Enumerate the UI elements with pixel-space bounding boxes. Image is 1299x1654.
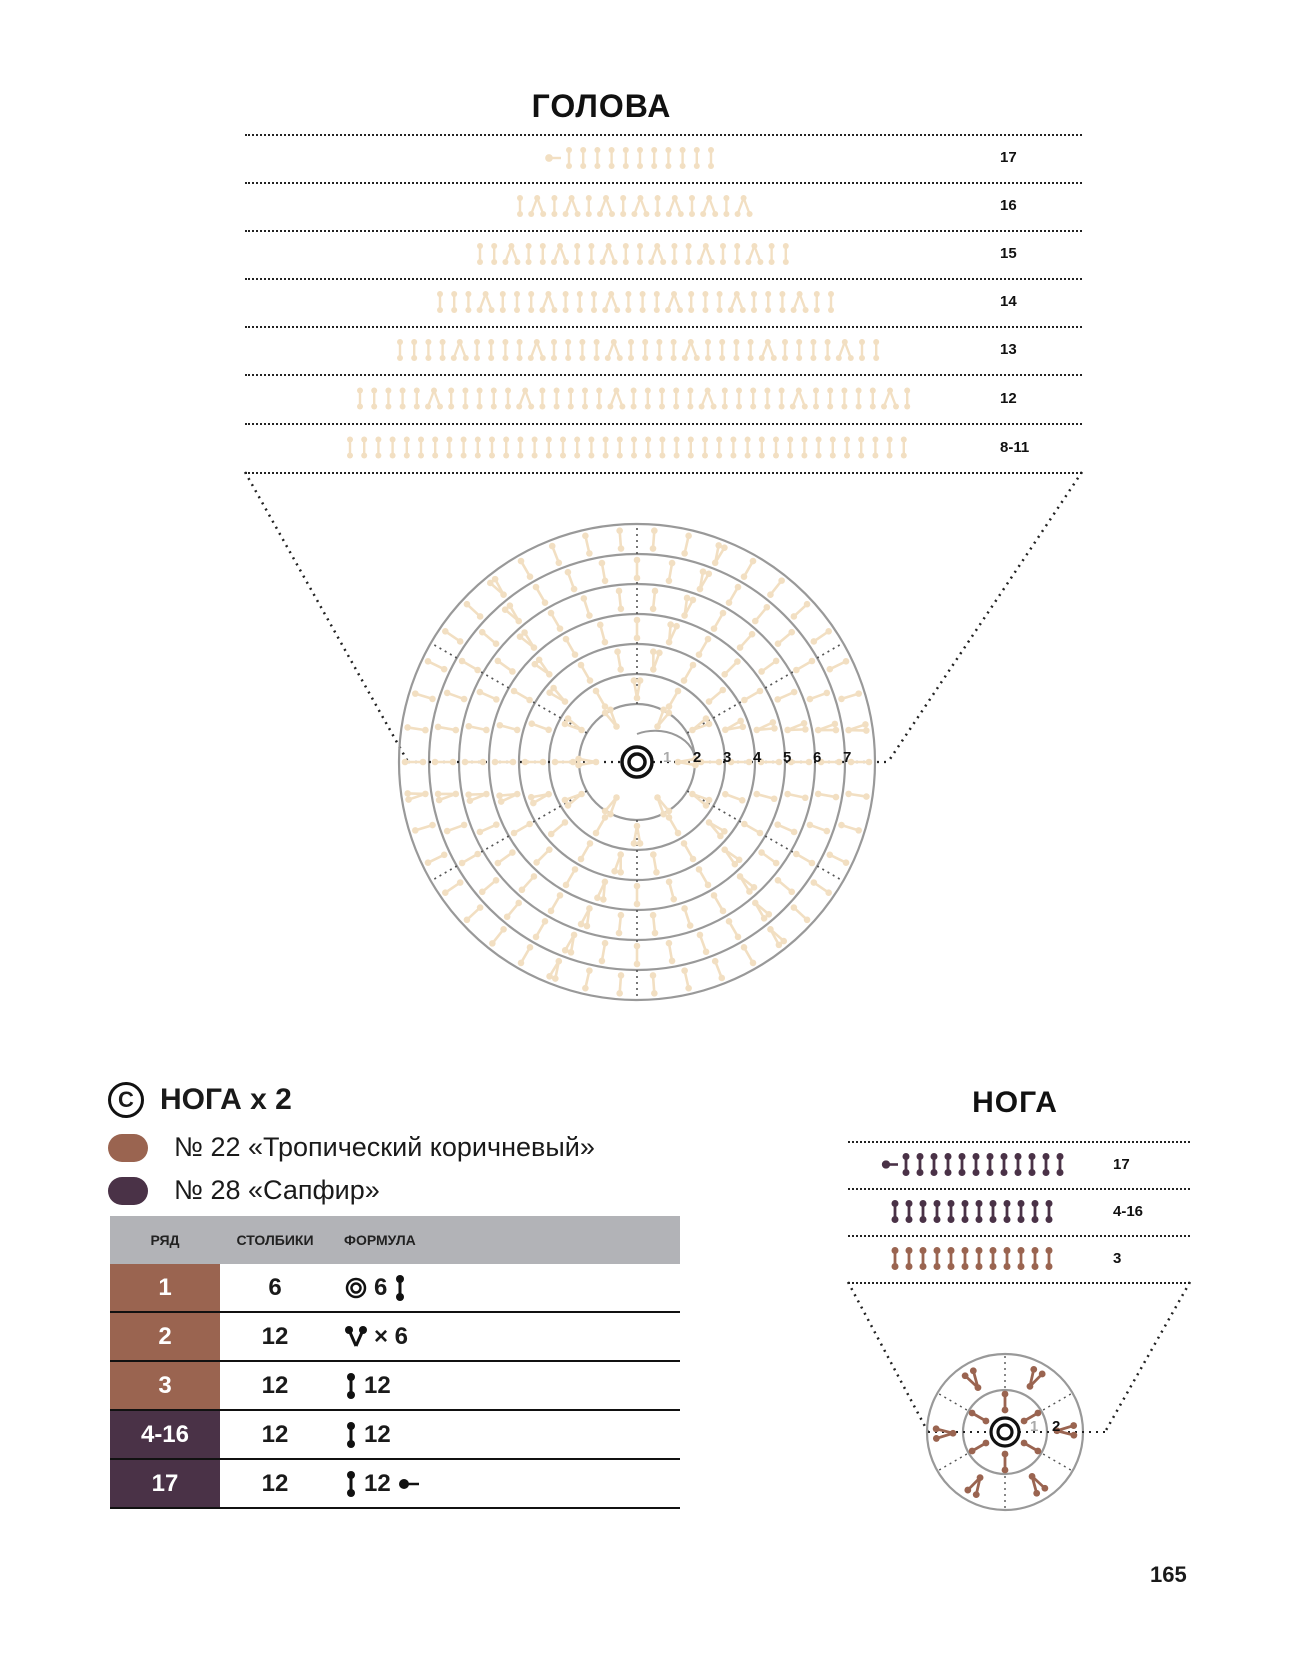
- increase-icon: [344, 1324, 368, 1350]
- formula-text: 12: [364, 1420, 391, 1448]
- header-formula: ФОРМУЛА: [330, 1216, 680, 1264]
- formula-text: 6: [374, 1273, 388, 1301]
- round-label: 6: [813, 749, 822, 766]
- round-label: 1: [663, 749, 672, 766]
- table-row: [110, 1312, 680, 1361]
- row-label: 16: [1000, 197, 1017, 214]
- header-row: РЯД: [110, 1216, 220, 1264]
- stitch-count: 6: [220, 1264, 330, 1312]
- stitch-count: 12: [220, 1410, 330, 1459]
- page-number: 165: [1150, 1562, 1187, 1587]
- formula-text: 12: [364, 1469, 391, 1497]
- row-divider: [848, 1282, 1190, 1284]
- table-row: [110, 1264, 680, 1312]
- sc-icon: [393, 1274, 407, 1302]
- yarn-item: [108, 1175, 380, 1206]
- section-heading: [108, 1082, 292, 1118]
- section-marker-icon: C: [108, 1082, 144, 1118]
- formula: [330, 1361, 680, 1410]
- row-number: 2: [110, 1312, 220, 1361]
- leg-round-diagram: [927, 1354, 1105, 1510]
- table-row: [110, 1410, 680, 1459]
- slip-stitch-icon: [397, 1477, 421, 1491]
- row-divider: [848, 1235, 1190, 1237]
- formula: [330, 1312, 680, 1361]
- row-number: 17: [110, 1459, 220, 1508]
- row-label: 4-16: [1113, 1202, 1144, 1220]
- ring-icon: [344, 1276, 368, 1300]
- round-label: 7: [843, 749, 852, 766]
- formula: [330, 1264, 680, 1312]
- sc-icon: [344, 1470, 358, 1498]
- stitch-count: 12: [220, 1361, 330, 1410]
- row-label: 15: [1000, 245, 1017, 262]
- sc-icon: [344, 1421, 358, 1449]
- leg-rows-stitches: [882, 1153, 1064, 1270]
- head-rows-stitches: [347, 147, 910, 459]
- row-label: 8-11: [1000, 438, 1030, 456]
- magic-ring-icon: [991, 1418, 1019, 1446]
- yarn-item: [108, 1132, 595, 1163]
- row-label: 12: [1000, 389, 1017, 407]
- row-divider: [848, 1141, 1190, 1143]
- formula-text: × 6: [374, 1322, 409, 1350]
- header-stitches: СТОЛБИКИ: [220, 1216, 330, 1264]
- stitch-count: 12: [220, 1459, 330, 1508]
- row-label: 17: [1113, 1155, 1130, 1173]
- round-label: 3: [723, 749, 732, 766]
- round-label: 4: [753, 749, 762, 766]
- head-chart-title: ГОЛОВА: [531, 88, 672, 124]
- sc-icon: [344, 1372, 358, 1400]
- row-label: 17: [1000, 149, 1017, 166]
- formula-text: 12: [364, 1371, 391, 1399]
- round-label: 5: [783, 749, 792, 766]
- table-header-row: [110, 1216, 680, 1264]
- yarn-label: № 22 «Тропический коричневый»: [174, 1132, 595, 1162]
- row-label: 3: [1113, 1249, 1122, 1267]
- yarn-label: № 28 «Сапфир»: [174, 1175, 380, 1205]
- leg-chart-title: НОГА: [972, 1086, 1058, 1119]
- row-number: 1: [110, 1264, 220, 1312]
- row-label: 13: [1000, 341, 1017, 358]
- stitch-count: 12: [220, 1312, 330, 1361]
- section-title: НОГА x 2: [160, 1083, 292, 1116]
- pattern-table: [110, 1216, 680, 1509]
- yarn-swatch: [108, 1177, 148, 1205]
- yarn-swatch: [108, 1134, 148, 1162]
- row-label: 14: [1000, 293, 1017, 310]
- table-row: [110, 1361, 680, 1410]
- round-label: 2: [693, 749, 702, 766]
- row-divider: [848, 1188, 1190, 1190]
- table-row: [110, 1459, 680, 1508]
- formula: [330, 1410, 680, 1459]
- magic-ring-icon: [622, 747, 652, 777]
- formula: [330, 1459, 680, 1508]
- round-label: 2: [1052, 1418, 1061, 1435]
- row-number: 3: [110, 1361, 220, 1410]
- row-number: 4-16: [110, 1410, 220, 1459]
- round-label: 1: [1030, 1418, 1039, 1435]
